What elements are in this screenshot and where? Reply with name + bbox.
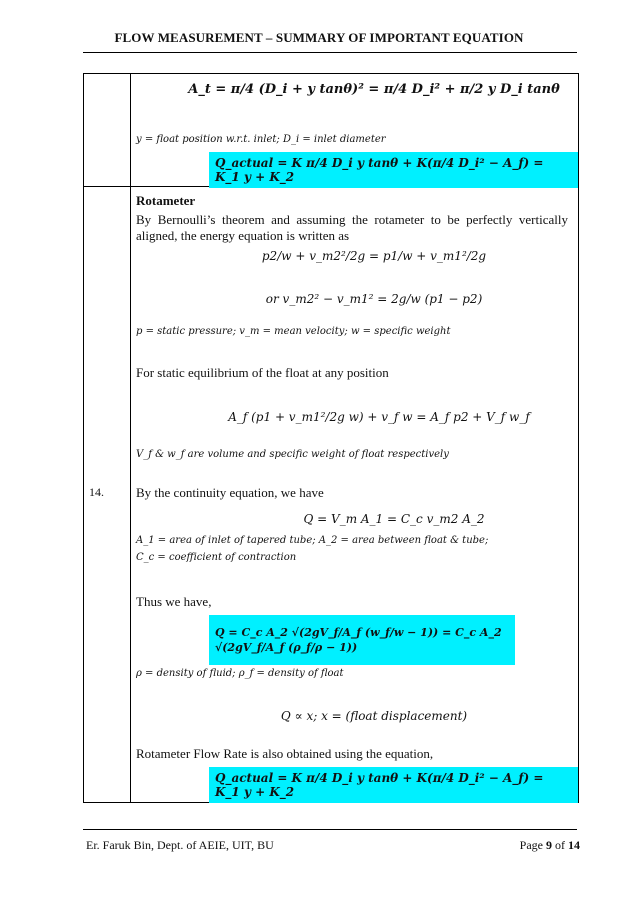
equation-continuity: Q = V_m A_1 = C_c v_m2 A_2 <box>303 512 485 526</box>
header-divider <box>83 52 577 53</box>
note-static-pressure: p = static pressure; v_m = mean velocity; w = specific weight <box>136 326 451 337</box>
column-divider <box>130 74 131 802</box>
equation-velocity-or: or <box>265 292 279 306</box>
thus-text: Thus we have, <box>136 594 212 609</box>
flow-rate-text: Rotameter Flow Rate is also obtained using the equation, <box>136 746 434 761</box>
equation-equilibrium: A_f (p1 + v_m1²/2g w) + v_f w = A_f p2 + V_f w_f <box>228 410 530 424</box>
note-area-inlet: A_1 = area of inlet of tapered tube; A_2 = area between float & tube; <box>136 535 489 546</box>
footer-page-number <box>520 838 580 853</box>
note-density: ρ = density of fluid; ρ_f = density of float <box>136 668 344 679</box>
equation-q-actual-bottom: Q_actual = K π/4 D_i y tanθ + K(π/4 D_i² − A_f) = K_1 y + K_2 <box>209 767 578 803</box>
note-float-position: y = float position w.r.t. inlet; D_i = inlet diameter <box>136 134 386 145</box>
page-header-title: FLOW MEASUREMENT – SUMMARY OF IMPORTANT EQUATION <box>114 30 524 45</box>
equation-area-text: A_t = π/4 (D_i + y tanθ)² = π/4 D_i² + π/2 y D_i tanθ <box>188 82 560 97</box>
equation-proportional: Q ∝ x; x = (float displacement) <box>280 709 468 723</box>
intro-paragraph: By Bernoulli’s theorem and assuming the rotameter to be perfectly vertically aligned, the energy equation is written as <box>136 212 568 243</box>
page-label: Page <box>519 838 543 852</box>
footer-author: Er. Faruk Bin, Dept. of AEIE, UIT, BU <box>86 838 274 852</box>
row-number: 14. <box>89 485 104 499</box>
page-of: of <box>555 838 565 852</box>
equation-velocity <box>224 292 524 306</box>
equation-flow: Q = C_c A_2 √(2gV_f/A_f (w_f/w − 1)) = C_c A_2 √(2gV_f/A_f (ρ_f/ρ − 1)) <box>209 615 515 665</box>
page-current: 9 <box>546 838 552 852</box>
note-volume-weight: V_f & w_f are volume and specific weight of float respectively <box>136 449 449 460</box>
equation-velocity-text: v_m2² − v_m1² = 2g/w (p1 − p2) <box>282 292 483 306</box>
footer-divider <box>83 829 577 830</box>
equation-q-actual-top: Q_actual = K π/4 D_i y tanθ + K(π/4 D_i² − A_f) = K_1 y + K_2 <box>209 152 578 188</box>
note-coefficient: C_c = coefficient of contraction <box>136 552 297 563</box>
page-total: 14 <box>568 838 580 852</box>
static-equilibrium-text: For static equilibrium of the float at any position <box>136 365 389 380</box>
equation-bernoulli: p2/w + v_m2²/2g = p1/w + v_m1²/2g <box>261 249 487 263</box>
section-heading-rotameter: Rotameter <box>136 193 196 208</box>
equation-area <box>184 82 564 97</box>
continuity-text: By the continuity equation, we have <box>136 485 324 500</box>
equation-table <box>83 73 579 803</box>
